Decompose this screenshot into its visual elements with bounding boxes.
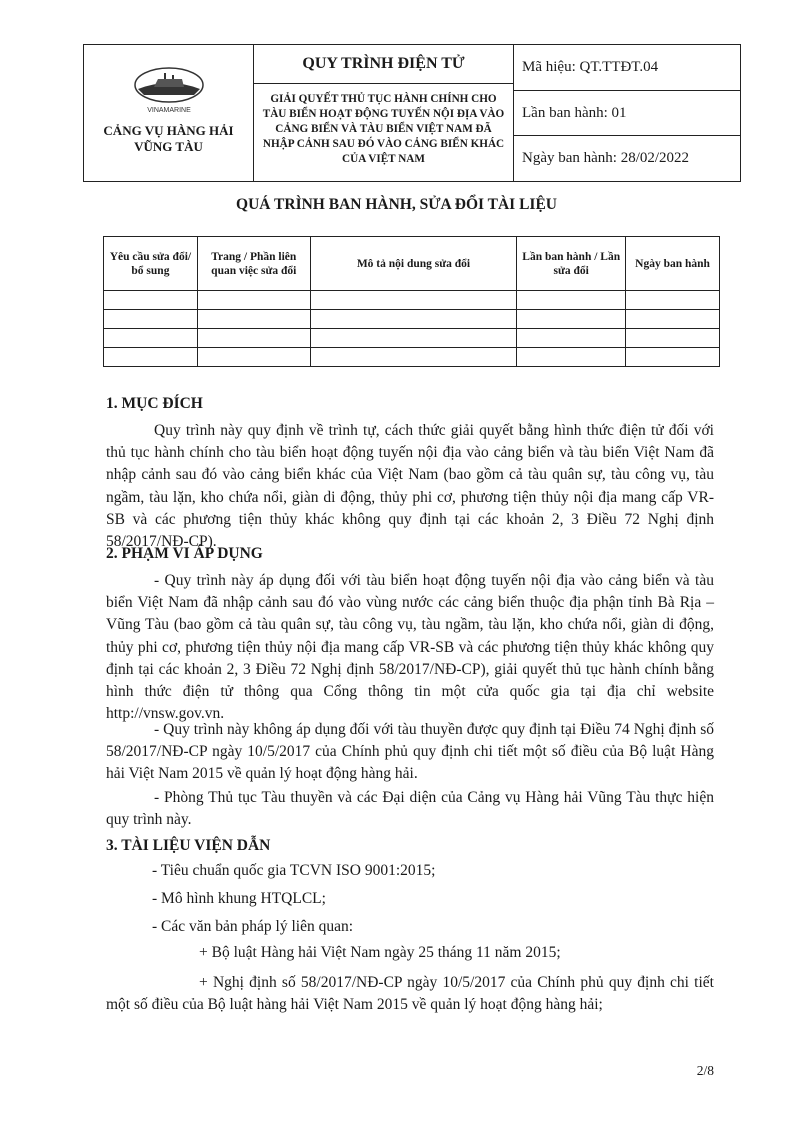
vinamarine-logo [124,65,214,117]
revision-title: QUÁ TRÌNH BAN HÀNH, SỬA ĐỔI TÀI LIỆU [236,196,557,213]
section-2-paragraph: - Phòng Thủ tục Tàu thuyền và các Đại diện của Cảng vụ Hàng hải Vũng Tàu thực hiện quy trình này. [106,789,714,829]
column-header: Yêu cầu sửa đổi/ bổ sung [104,237,198,291]
table-row [104,291,720,310]
table-row [104,348,720,367]
column-header: Ngày ban hành [626,237,720,291]
reference-subitem: + Bộ luật Hàng hải Việt Nam ngày 25 tháng 11 năm 2015; [199,944,561,961]
section-2-paragraph: - Quy trình này không áp dụng đối với tàu thuyền được quy định tại Điều 74 Nghị định số 58/2017/NĐ-CP ngày 10/5/2017 của Chính phủ quy định chi tiết một số điều của Bộ luật Hàng hải Việt Nam 2015 về quản lý hoạt động hàng hải. [106,721,714,783]
svg-text:VINAMARINE: VINAMARINE [146,107,191,114]
doc-type: QUY TRÌNH ĐIỆN TỬ [254,45,513,84]
page-number: 2/8 [696,1063,714,1078]
reference-item: - Tiêu chuẩn quốc gia TCVN ISO 9001:2015; [152,862,436,879]
section-1-title: 1. MỤC ĐÍCH [106,395,203,412]
section-2-paragraph: - Quy trình này áp dụng đối với tàu biển hoạt động tuyến nội địa vào cảng biển và tàu biển Việt Nam đã nhập cảnh sau đó vào vùng nước các cảng biển thuộc địa phận tỉnh Bà Rịa – Vũng Tàu (bao gồm cả tàu quân sự, tàu công vụ, tàu ngầm, tàu lặn, kho chứa nổi, giàn di động, thủy phi cơ, phương tiện thủy nội địa mang cấp VR-SB và các phương tiện thủy khác không quy định tại các khoản 2, 3 Điều 72 Nghị định 58/2017/NĐ-CP), giải quyết thủ tục hành chính bằng hình thức điện tử thông qua Cổng thông tin một cửa quốc gia tại địa chỉ website http://vnsw.gov.vn. [106,572,714,723]
column-header: Mô tả nội dung sửa đổi [310,237,517,291]
doc-issue-date: Ngày ban hành: 28/02/2022 [522,150,690,167]
reference-item: - Mô hình khung HTQLCL; [152,890,326,907]
org-name: CẢNG VỤ HÀNG HẢI VŨNG TÀU [103,123,234,154]
doc-title-cell [254,45,514,181]
section-3-title: 3. TÀI LIỆU VIỆN DẪN [106,837,271,854]
revision-table [103,236,720,367]
section-1-text: Quy trình này quy định về trình tự, cách thức giải quyết bằng hình thức điện tử đối với thủ tục hành chính cho tàu biển hoạt động tuyến nội địa vào cảng biển và tàu biển Việt Nam đã nhập cảnh sau đó vào cảng biển khác của Việt Nam (bao gồm cả tàu quân sự, tàu công vụ, tàu ngầm, tàu lặn, kho chứa nổi, giàn di động, thủy phi cơ, phương tiện thủy nội địa mang cấp VR-SB và các phương tiện thủy khác không quy định tại các khoản 2, 3 Điều 72 Nghị định 58/2017/NĐ-CP). [106,422,714,551]
doc-meta-cell [514,45,740,181]
table-row [104,310,720,329]
document-header [83,44,741,182]
column-header: Lần ban hành / Lần sửa đổi [517,237,626,291]
doc-subject: GIẢI QUYẾT THỦ TỤC HÀNH CHÍNH CHO TÀU BIỂN HOẠT ĐỘNG TUYẾN NỘI ĐỊA VÀO CẢNG BIỂN VÀ TÀU BIỂN VIỆT NAM ĐÃ NHẬP CẢNH SAU ĐÓ VÀO CẢNG BIỂN KHÁC CỦA VIỆT NAM [262,93,505,165]
section-2-title: 2. PHẠM VI ÁP DỤNG [106,545,263,562]
revision-header-row [104,237,720,291]
table-row [104,329,720,348]
doc-code: Mã hiệu: QT.TTĐT.04 [514,45,740,91]
doc-issue: Lần ban hành: 01 [514,91,740,137]
reference-item: - Các văn bản pháp lý liên quan: [152,918,354,935]
reference-subitem: + Nghị định số 58/2017/NĐ-CP ngày 10/5/2017 của Chính phủ quy định chi tiết một số điều của Bộ luật hàng hải Việt Nam 2015 về quản lý hoạt động hàng hải; [106,974,714,1014]
column-header: Trang / Phần liên quan việc sửa đổi [197,237,310,291]
org-cell [84,45,254,181]
